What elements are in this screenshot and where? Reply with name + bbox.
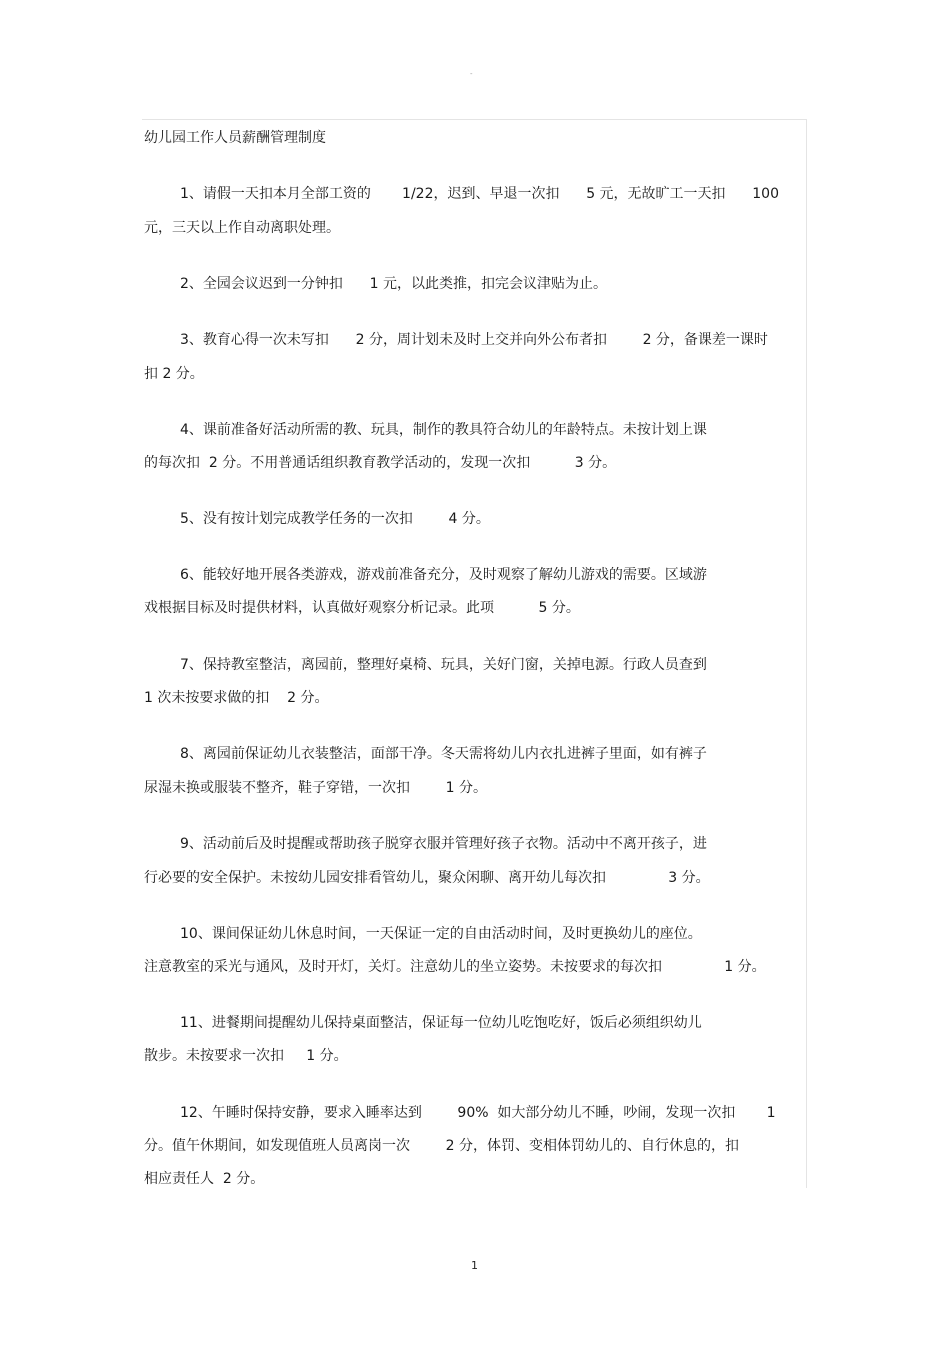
text-line: 5、没有按计划完成教学任务的一次扣 4 分。 xyxy=(180,511,490,527)
header-mark: - xyxy=(470,70,473,78)
text-line: 11、进餐期间提醒幼儿保持桌面整洁，保证每一位幼儿吃饱吃好，饭后必须组织幼儿 xyxy=(180,1015,702,1031)
document-title: 幼儿园工作人员薪酬管理制度 xyxy=(144,130,326,146)
text-line: 尿湿未换或服装不整齐，鞋子穿错，一次扣 1 分。 xyxy=(144,780,487,796)
text-line: 6、能较好地开展各类游戏，游戏前准备充分，及时观察了解幼儿游戏的需要。区域游 xyxy=(180,567,707,583)
text-line: 的每次扣 2 分。不用普通话组织教育教学活动的，发现一次扣 3 分。 xyxy=(144,455,617,471)
text-line: 1、请假一天扣本月全部工资的 1/22，迟到、早退一次扣 5 元，无故旷工一天扣 100 xyxy=(180,186,779,202)
text-line: 分。值午休期间，如发现值班人员离岗一次 2 分，体罚、变相体罚幼儿的、自行休息的，扣 xyxy=(144,1138,739,1154)
text-line: 1 次未按要求做的扣 2 分。 xyxy=(144,690,329,706)
text-line: 9、活动前后及时提醒或帮助孩子脱穿衣服并管理好孩子衣物。活动中不离开孩子，进 xyxy=(180,836,707,852)
text-line: 扣 2 分。 xyxy=(144,366,204,382)
page-number: 1 xyxy=(471,1259,478,1272)
text-line: 散步。未按要求一次扣 1 分。 xyxy=(144,1048,348,1064)
text-line: 2、全园会议迟到一分钟扣 1 元，以此类推，扣完会议津贴为止。 xyxy=(180,276,607,292)
text-line: 戏根据目标及时提供材料，认真做好观察分析记录。此项 5 分。 xyxy=(144,600,580,616)
text-line: 相应责任人 2 分。 xyxy=(144,1171,265,1187)
text-line: 4、课前准备好活动所需的教、玩具，制作的教具符合幼儿的年龄特点。未按计划上课 xyxy=(180,422,707,438)
text-line: 元，三天以上作自动离职处理。 xyxy=(144,220,340,236)
text-line: 行必要的安全保护。未按幼儿园安排看管幼儿，聚众闲聊、离开幼儿每次扣 3 分。 xyxy=(144,870,710,886)
text-line: 8、离园前保证幼儿衣装整洁，面部干净。冬天需将幼儿内衣扎进裤子里面，如有裤子 xyxy=(180,746,707,762)
text-line: 3、教育心得一次未写扣 2 分，周计划未及时上交并向外公布者扣 2 分，备课差一课时 xyxy=(180,332,768,348)
text-line: 12、午睡时保持安静，要求入睡率达到 90% 如大部分幼儿不睡，吵闹，发现一次扣 1 xyxy=(180,1105,776,1121)
text-line: 7、保持教室整洁，离园前，整理好桌椅、玩具，关好门窗，关掉电源。行政人员查到 xyxy=(180,657,707,673)
text-line: 注意教室的采光与通风，及时开灯，关灯。注意幼儿的坐立姿势。未按要求的每次扣 1 分。 xyxy=(144,959,766,975)
text-line: 10、课间保证幼儿休息时间，一天保证一定的自由活动时间，及时更换幼儿的座位。 xyxy=(180,926,702,942)
